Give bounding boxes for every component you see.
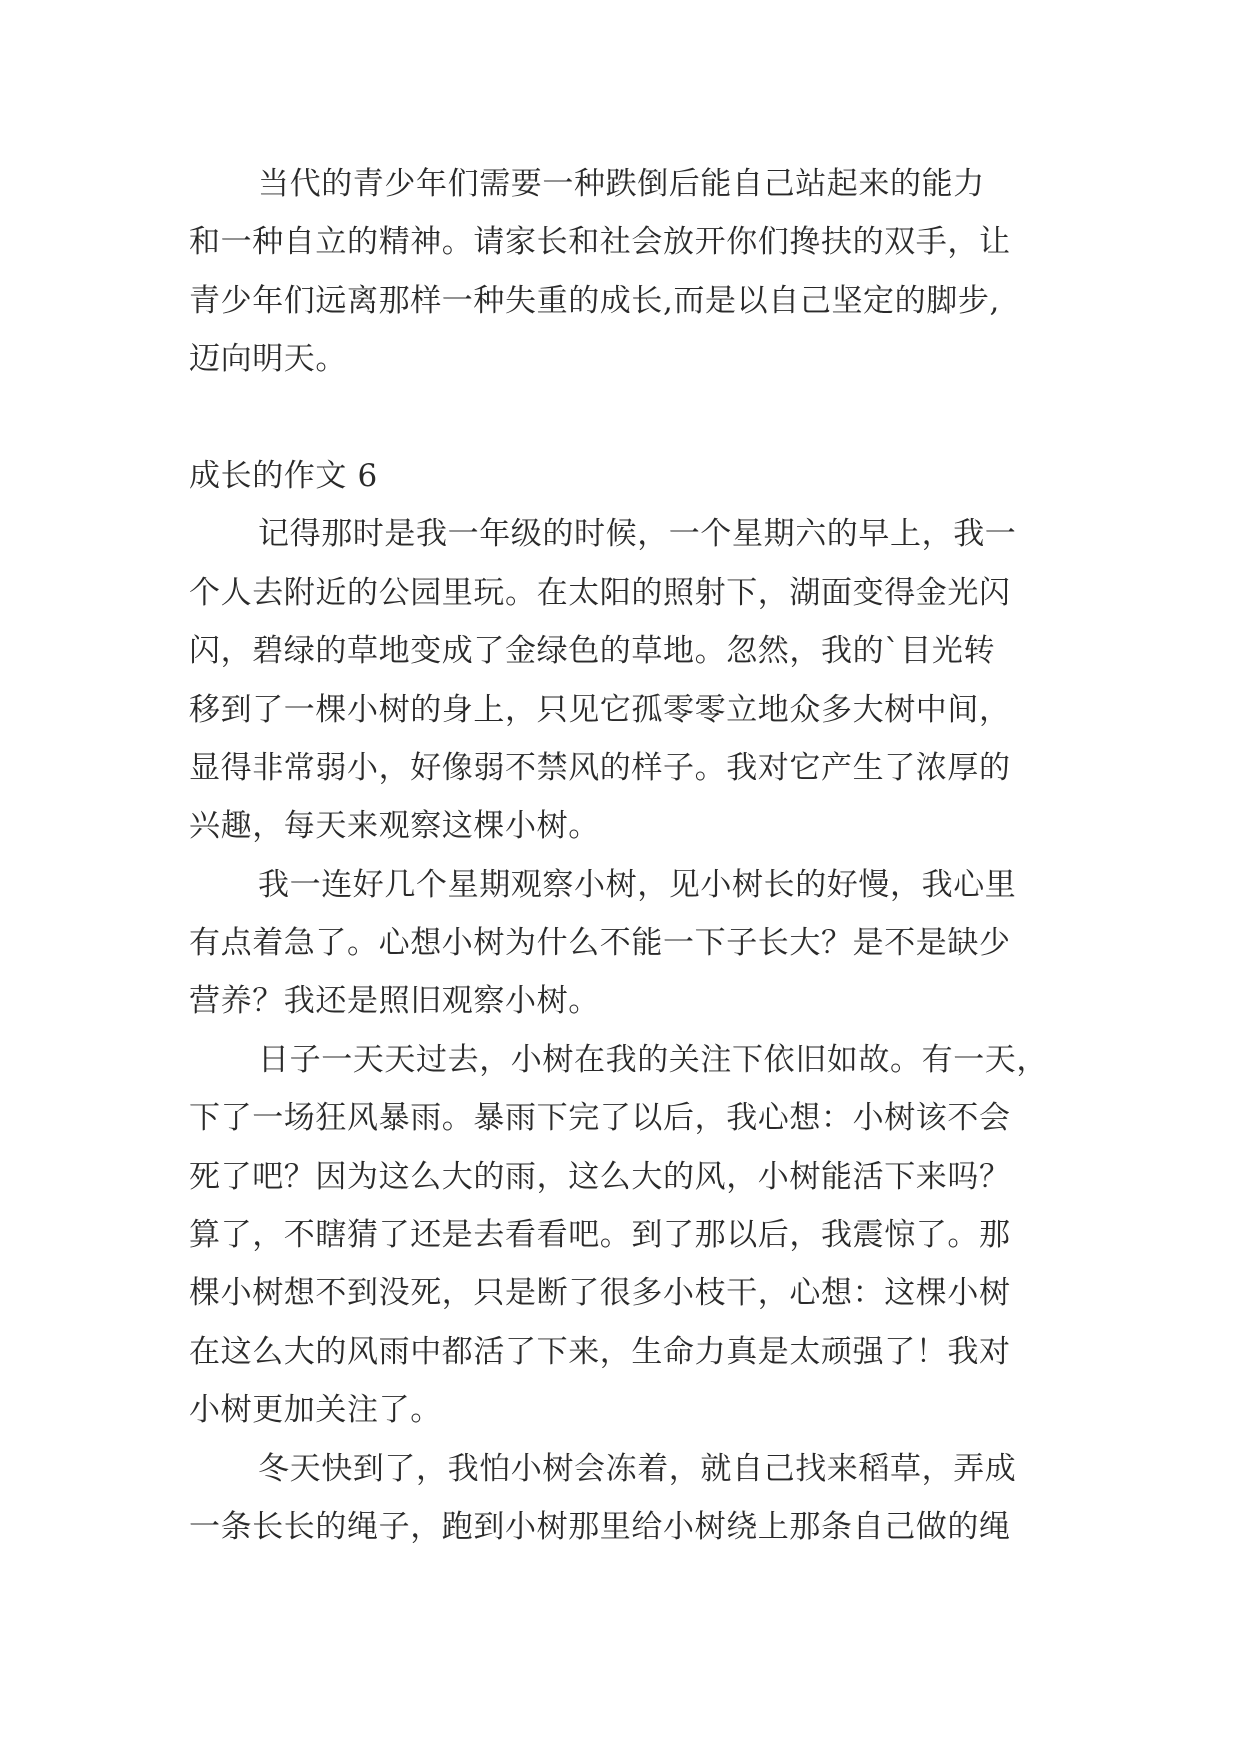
text-line: 我一连好几个星期观察小树，见小树长的好慢，我心里: [258, 866, 1017, 903]
document-page: [189, 155, 1089, 1556]
essay-heading: 成长的作文 6: [189, 457, 378, 494]
text-line: 当代的青少年们需要一种跌倒后能自己站起来的能力: [258, 166, 985, 202]
text-line: 有点着急了。心想小树为什么不能一下子长大？是不是缺少: [189, 925, 1011, 962]
text-line: 显得非常弱小，好像弱不禁风的样子。我对它产生了浓厚的: [189, 749, 1011, 786]
text-line: 青少年们远离那样一种失重的成长,而是以自己坚定的脚步,: [189, 282, 1000, 319]
text-line: 闪，碧绿的草地变成了金绿色的草地。忽然，我的`目光转: [189, 633, 996, 670]
text-line: 棵小树想不到没死，只是断了很多小枝干，心想：这棵小树: [189, 1275, 1011, 1312]
paragraph-1: [189, 505, 1089, 855]
text-line: 下了一场狂风暴雨。暴雨下完了以后，我心想：小树该不会: [189, 1100, 1011, 1137]
text-line: 日子一天天过去，小树在我的关注下依旧如故。有一天，: [258, 1041, 1048, 1078]
text-line: 冬天快到了，我怕小树会冻着，就自己找来稻草，弄成: [258, 1450, 1017, 1487]
paragraph-intro: [189, 155, 1089, 389]
paragraph-4: [189, 1440, 1089, 1557]
paragraph-3: [189, 1031, 1089, 1440]
text-line: 算了，不瞎猜了还是去看看吧。到了那以后，我震惊了。那: [189, 1217, 1011, 1254]
text-line: 小树更加关注了。: [189, 1392, 442, 1429]
text-line: 死了吧？因为这么大的雨，这么大的风，小树能活下来吗？: [189, 1158, 1011, 1195]
text-line: 兴趣，每天来观察这棵小树。: [189, 808, 600, 845]
text-line: 一条长长的绳子，跑到小树那里给小树绕上那条自己做的绳: [189, 1508, 1011, 1545]
text-line: 迈向明天。: [189, 341, 347, 378]
paragraph-2: [189, 856, 1089, 1031]
text-line: 营养？我还是照旧观察小树。: [189, 983, 600, 1020]
text-line: 移到了一棵小树的身上，只见它孤零零立地众多大树中间，: [189, 691, 1011, 728]
text-line: 个人去附近的公园里玩。在太阳的照射下，湖面变得金光闪: [189, 574, 1011, 611]
text-line: 记得那时是我一年级的时候，一个星期六的早上，我一: [258, 516, 1017, 553]
text-line: 在这么大的风雨中都活了下来，生命力真是太顽强了！我对: [189, 1333, 1011, 1370]
text-line: 和一种自立的精神。请家长和社会放开你们搀扶的双手，让: [189, 224, 1011, 261]
